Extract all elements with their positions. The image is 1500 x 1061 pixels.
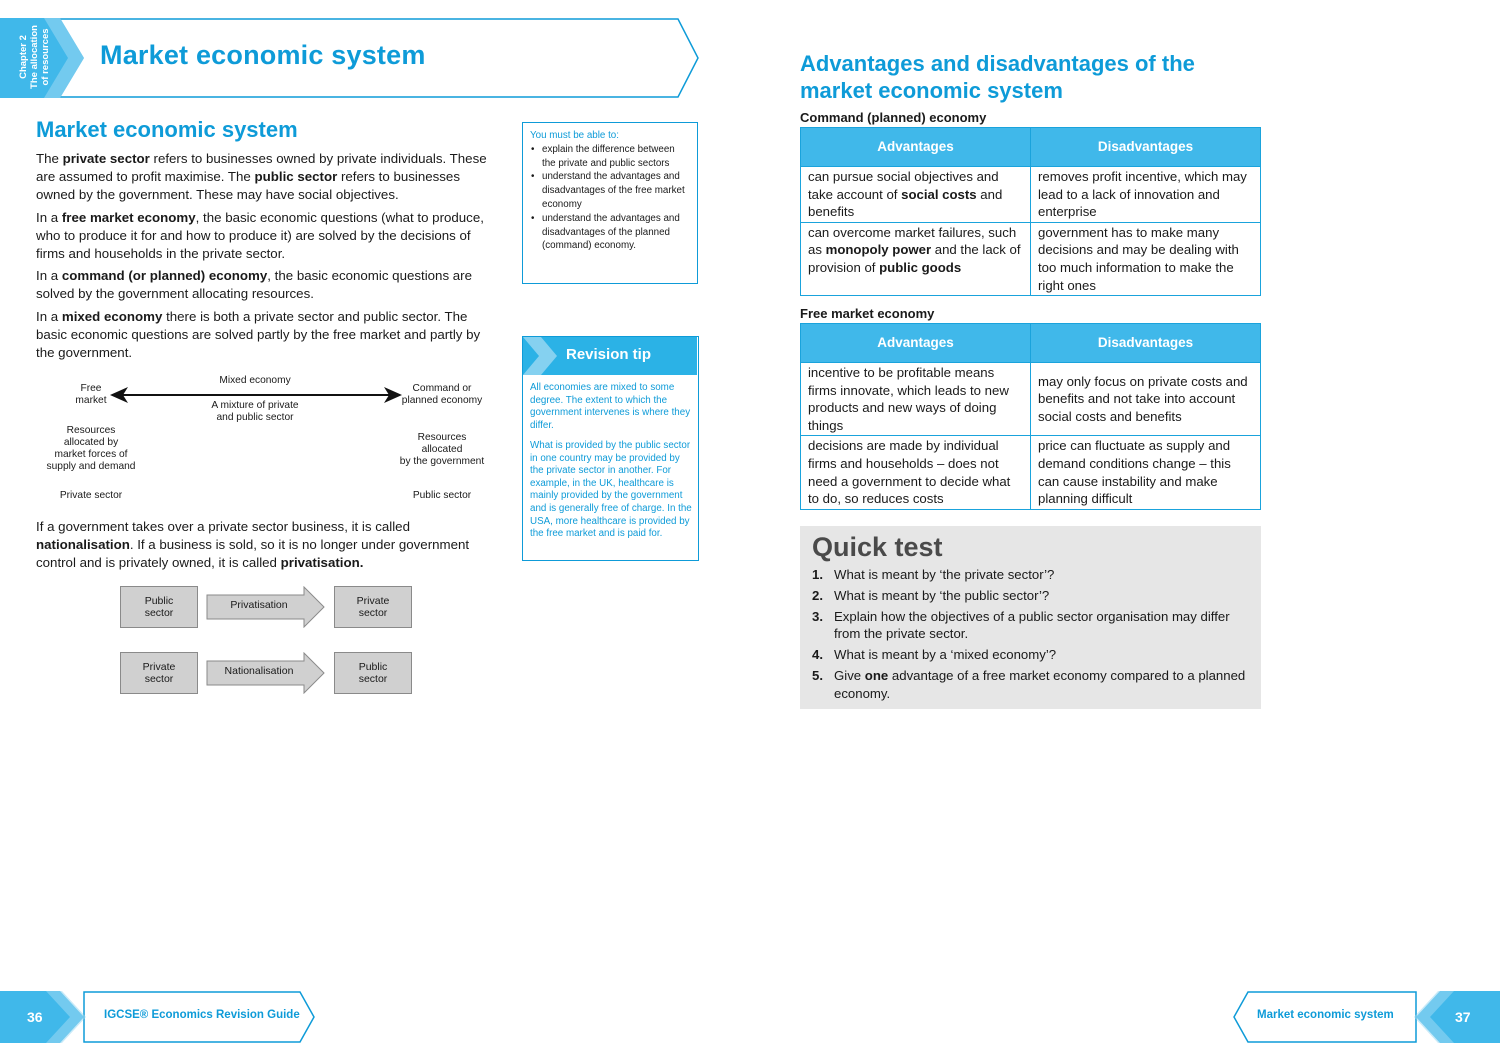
table-cell: can pursue social objectives and take account of social costs and benefits: [801, 167, 1031, 223]
section-heading: Advantages and disadvantages of the market economic system: [800, 51, 1195, 103]
public-sector-label: Public sector: [412, 490, 472, 501]
revision-tip-text: All economies are mixed to some degree. The extent to which the government intervenes is where they differ.: [530, 382, 691, 431]
table-header-row: [801, 128, 1261, 167]
quick-test-list: [812, 566, 1258, 706]
table-caption: Command (planned) economy: [800, 110, 987, 125]
table-row: [801, 363, 1261, 436]
flow-box-public: Public sector: [334, 652, 412, 694]
table-row: [801, 222, 1261, 295]
paragraph-command: In a command (or planned) economy, the basic economic questions are solved by the government allocating resources.: [36, 268, 473, 301]
quick-test-box: [800, 526, 1261, 709]
page-title: Market economic system: [100, 40, 426, 70]
quick-test-title: Quick test: [812, 532, 943, 562]
column-header: Advantages: [801, 128, 1031, 167]
table-cell: removes profit incentive, which may lead to a lack of innovation and enterprise: [1031, 167, 1261, 223]
mixed-economy-label: Mixed economy: [219, 375, 291, 386]
chapter-label: Chapter 2 The allocation of resources: [18, 25, 51, 89]
objectives-list: [530, 143, 690, 253]
revision-tip-title: Revision tip: [566, 346, 652, 363]
command-economy-table: [800, 127, 1261, 296]
table-header-row: [801, 324, 1261, 363]
question-text: Give one advantage of a free market economy compared to a planned economy.: [834, 668, 1246, 701]
question-text: What is meant by a ‘mixed economy’?: [834, 647, 1057, 663]
government-allocation-label: Resources allocated by the government: [399, 432, 485, 467]
paragraph-mixed: In a mixed economy there is both a private sector and public sector. The basic economic questions are solved partly by the free market and partly by the government.: [36, 309, 481, 360]
footer-book-title: IGCSE® Economics Revision Guide: [104, 1009, 300, 1021]
page-number: 36: [27, 1009, 43, 1025]
table-cell: decisions are made by individual firms and households – does not need a government to decide what to do, so reduces costs: [801, 436, 1031, 509]
table-row: [801, 167, 1261, 223]
page-number: 37: [1455, 1009, 1471, 1025]
question-item: [812, 667, 1258, 702]
question-number: 4.: [812, 647, 823, 663]
market-forces-label: Resources allocated by market forces of supply and demand: [46, 425, 136, 472]
footer-section-title: Market economic system: [1257, 1009, 1394, 1021]
command-economy-label: Command or planned economy: [401, 383, 483, 406]
revision-tip-header: [523, 337, 697, 375]
table-cell: may only focus on private costs and benefits and not take into account social costs and benefits: [1031, 363, 1261, 436]
revision-tip-text: What is provided by the public sector in one country may be provided by the private sector in another. For example, in the UK, healthcare is mainly provided by the government and is generally free of charge. In the USA, more healthcare is provided by the free market and is paid for.: [530, 440, 692, 540]
free-market-table: [800, 323, 1261, 510]
flow-box-public: Public sector: [120, 586, 198, 628]
flow-box-private: Private sector: [120, 652, 198, 694]
question-number: 5.: [812, 668, 823, 684]
chevron-right-icon: [523, 337, 563, 375]
mixture-label: A mixture of private and public sector: [211, 400, 299, 423]
paragraph-free-market: In a free market economy, the basic economic questions (what to produce, who to produce it for and how to produce it) are solved by the decisions of firms and households in the private sector.: [36, 210, 484, 261]
paragraph-private-public: The private sector refers to businesses owned by private individuals. These are assumed to profit maximise. The public sector refers to businesses owned by the government. These may have social objectives.: [36, 151, 487, 202]
table-caption: Free market economy: [800, 306, 935, 321]
privatisation-label: Privatisation: [230, 599, 288, 611]
question-text: What is meant by ‘the public sector’?: [834, 587, 1050, 603]
question-item: [812, 587, 1258, 605]
section-heading: Market economic system: [36, 117, 298, 142]
question-item: [812, 566, 1258, 584]
objectives-title: You must be able to:: [530, 130, 619, 141]
table-cell: price can fluctuate as supply and demand conditions change – this can cause instability and make planning difficult: [1031, 436, 1261, 509]
revision-tip-box: [522, 336, 699, 561]
table-cell: incentive to be profitable means firms innovate, which leads to new products and new ways of doing things: [801, 363, 1031, 436]
private-sector-label: Private sector: [59, 490, 123, 501]
learning-objectives-box: [522, 122, 698, 284]
table-cell: government has to make many decisions and may be dealing with too much information to make the right ones: [1031, 222, 1261, 295]
nationalisation-label: Nationalisation: [224, 665, 294, 677]
table-cell: can overcome market failures, such as monopoly power and the lack of provision of public goods: [801, 222, 1031, 295]
column-header: Disadvantages: [1031, 324, 1261, 363]
column-header: Disadvantages: [1031, 128, 1261, 167]
question-item: [812, 646, 1258, 664]
paragraph-nationalisation: If a government takes over a private sector business, it is called nationalisation. If a business is sold, so it is no longer under government control and is privately owned, it is called privatisation.: [36, 519, 470, 570]
question-number: 1.: [812, 567, 823, 582]
question-number: 2.: [812, 587, 823, 603]
objective-item: • understand the advantages and disadvantages of the free market economy: [542, 170, 690, 211]
column-header: Advantages: [801, 324, 1031, 363]
question-text: What is meant by ‘the private sector’?: [834, 567, 1055, 582]
flow-box-private: Private sector: [334, 586, 412, 628]
free-market-label: Free market: [75, 383, 107, 406]
objective-item: • explain the difference between the private and public sectors: [542, 143, 690, 171]
question-item: [812, 608, 1258, 643]
question-text: Explain how the objectives of a public sector organisation may differ from the private sector.: [834, 608, 1230, 642]
question-number: 3.: [812, 608, 823, 624]
table-row: [801, 436, 1261, 509]
objective-item: • understand the advantages and disadvantages of the planned (command) economy.: [542, 212, 690, 253]
